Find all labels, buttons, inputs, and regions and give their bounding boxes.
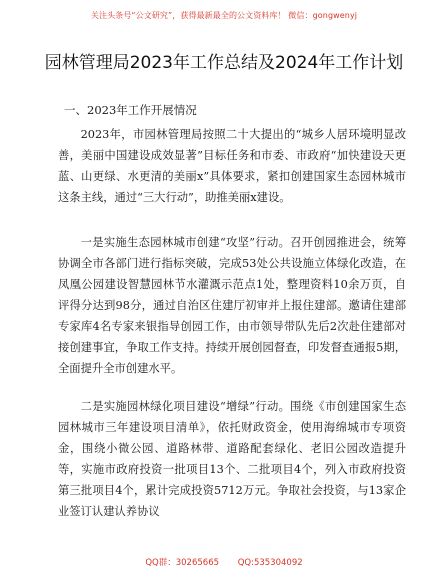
section-heading: 一、2023年工作开展情况 (64, 103, 197, 117)
paragraph-garden-city-campaign: 一是实施生态园林城市创建“攻坚”行动。召开创园推进会，统筹协调全市各部门进行指标突破，完成53处公共设施立体绿化改造，在凤凰公园建设智慧园林节水灌溉示范点1处，整理资料10余万页，自评得分达到98分，通过自治区住建厅初审并上报住建部。邀请住建部专家库4名专家来银指导创园工作，由市领导带队先后2次赴住建部对接创建事宜，争取工作支持。持续开展创园督查，印发督查通报5期，全面提升全市创建水平。 (58, 236, 406, 375)
footer-qq-group: QQ群：30265665 (145, 558, 220, 568)
footer-contact (0, 556, 448, 568)
promo-banner: 关注头条号“公文研究”，获得最新最全的公文资料库！ 微信：gongwenyj (90, 11, 358, 20)
paragraph-greening-projects: 二是实施园林绿化项目建设“增绿”行动。围绕《市创建国家生态园林城市三年建设项目清单》，依托财政资金，使用海绵城市专项资金，围绕小微公园、道路林带、道路配套绿化、老旧公园改造提升等，实施市政府投资一批项目13个、二批项目4个，列入市政府投资第三批项目4个，累计完成投资5712万元。争取社会投资，与13家企业签订认建认养协议 (58, 400, 406, 518)
document-title: 园林管理局2023年工作总结及2024年工作计划 (44, 53, 404, 73)
footer-qq: QQ:535304092 (237, 558, 303, 568)
paragraph-intro: 2023年，市园林管理局按照二十大提出的“城乡人居环境明显改善，美丽中国建设成效显著”目标任务和市委、市政府“加快建设天更蓝、山更绿、水更清的美丽x”具体要求，紧扣创建国家生态园林城市这条主线，通过“三大行动”，助推美丽x建设。 (58, 128, 406, 204)
